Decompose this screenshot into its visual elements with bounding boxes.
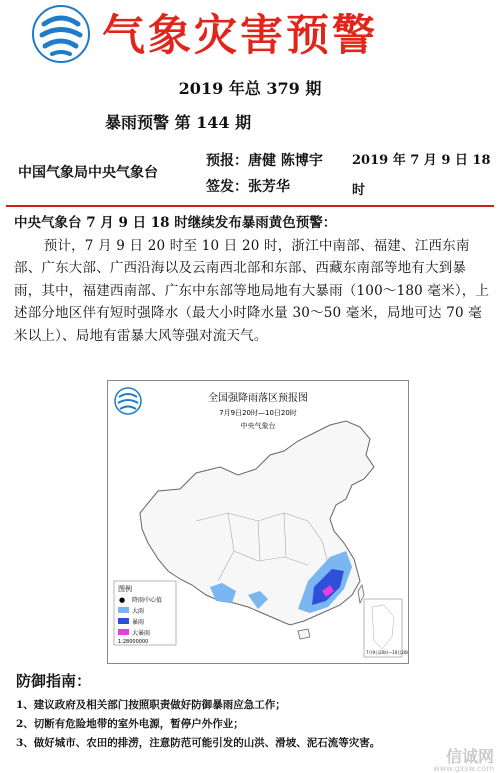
legend-item-heavy-rainstorm: 大暴雨 <box>132 630 151 637</box>
guide-title: 防御指南： <box>16 672 92 690</box>
legend-swatch-heavy <box>118 607 129 613</box>
hainan-island <box>298 629 310 639</box>
map-graphic <box>108 381 408 663</box>
issuing-office: 中国气象局中央气象台 <box>18 165 158 181</box>
map-period: 7月9日20时—10日20时 <box>219 409 297 417</box>
warning-lead: 中央气象台 7 月 9 日 18 时继续发布暴雨黄色预警： <box>14 215 337 231</box>
document-title: 气象灾害预警 <box>102 11 378 61</box>
legend-item-rainstorm: 暴雨 <box>132 619 145 626</box>
legend-title: 图例 <box>118 585 132 593</box>
map-scale: 1:28000000 <box>118 639 149 645</box>
warning-paragraph: 预计，7 月 9 日 20 时至 10 日 20 时，浙江中南部、福建、江西东南部、广东大部、广西沿海以及云南西北部和东部、西藏东南部等地有大到暴雨，其中，福建西南部、广东中东部等地局地有大暴雨（100～180 毫米），上述部分地区伴有短时强降水（最大小时降水量 30～50 毫米，局地可达 70 毫米以上）、局地有雷暴大风等强对流天气。 <box>14 237 490 344</box>
legend-item-heavy: 大雨 <box>132 608 145 615</box>
header-divider <box>6 205 494 207</box>
legend-marker-icon: ● <box>119 596 126 604</box>
issue-total: 2019 年总 379 期 <box>178 79 322 98</box>
map-legend <box>114 581 176 645</box>
watermark: 信诚网 <box>445 747 494 766</box>
signer-line: 签发：张芳华 <box>206 179 290 195</box>
south-china-sea-inset <box>364 599 408 657</box>
watermark-url: www.gxsw.com <box>433 764 494 773</box>
issue-date: 2019 年 7 月 9 日 18 时 <box>352 153 491 198</box>
guide-item: 3、做好城市、农田的排涝，注意防范可能引发的山洪、滑坡、泥石流等灾害。 <box>16 737 381 749</box>
legend-swatch-heavy-rainstorm <box>118 629 129 635</box>
rainfall-forecast-map <box>107 380 409 664</box>
map-title: 全国强降雨落区预报图 <box>208 393 308 404</box>
forecaster-line: 预报：唐健 陈博宇 <box>206 153 323 169</box>
map-logo <box>115 388 141 414</box>
legend-swatch-rainstorm <box>118 618 129 624</box>
cma-logo <box>30 4 92 64</box>
guide-item: 2、切断有危险地带的室外电源，暂停户外作业； <box>16 718 244 730</box>
inset-label: 7月9日20时—10日20时 <box>366 650 408 655</box>
guide-item: 1、建议政府及相关部门按照职责做好防御暴雨应急工作； <box>16 699 286 711</box>
legend-item-center: 降雨中心值 <box>132 597 163 604</box>
issue-type: 暴雨预警 第 144 期 <box>105 113 252 132</box>
warning-body <box>14 212 490 347</box>
taiwan-island <box>358 585 364 603</box>
map-source: 中央气象台 <box>240 422 276 430</box>
